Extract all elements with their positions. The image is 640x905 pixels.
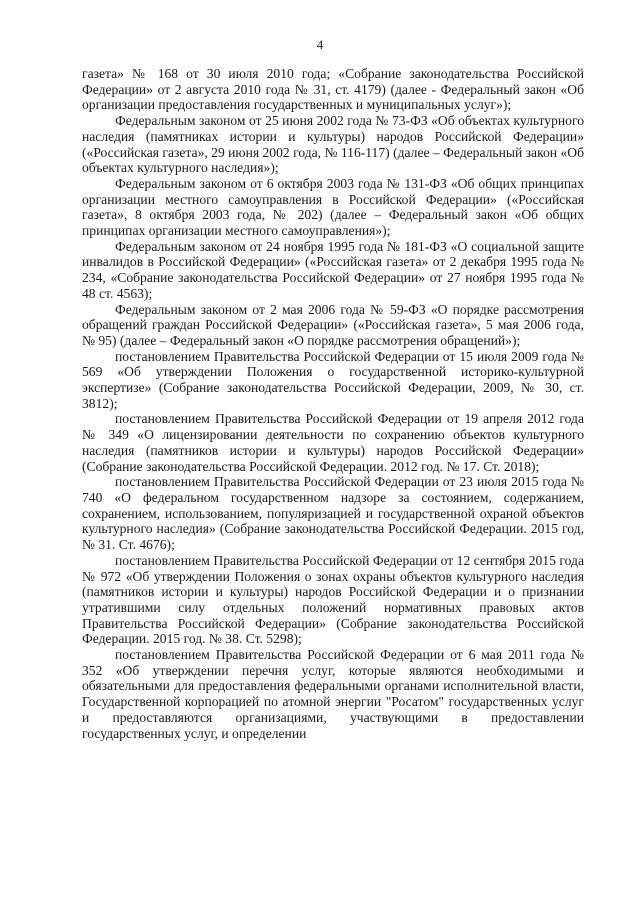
paragraph-resolution-352: постановлением Правительства Российской Федерации от 6 мая 2011 года № 352 «Об утверждении перечня услуг, которые являются необходимыми и обязательными для предоставления федеральными органами исполнительной власти, Государственной корпорацией по атомной энергии "Росатом" государственных услуг и предоставляются организациями, участвующими в предоставлении государственных услуг, и определении [82, 647, 584, 741]
paragraph-law-disabled-protection: Федеральным законом от 24 ноября 1995 года № 181-ФЗ «О социальной защите инвалидов в Российской Федерации» («Российская газета» от 2 декабря 1995 года № 234, «Собрание законодательства Российской Федерации» от 27 ноября 1995 года № 48 ст. 4563); [82, 238, 584, 301]
document-body [82, 66, 584, 741]
paragraph-law-citizen-appeals: Федеральным законом от 2 мая 2006 года № 59-ФЗ «О порядке рассмотрения обращений граждан Российской Федерации» («Российская газета», 5 мая 2006 года, № 95) (далее – Федеральный закон «О порядке рассмотрения обращений»); [82, 301, 584, 348]
paragraph-resolution-349: постановлением Правительства Российской Федерации от 19 апреля 2012 года № 349 «О лицензировании деятельности по сохранению объектов культурного наследия (памятников истории и культуры) народов Российской Федерации» (Собрание законодательства Российской Федерации. 2012 год. № 17. Ст. 2018); [82, 411, 584, 474]
paragraph-law-local-self-government: Федеральным законом от 6 октября 2003 года № 131-ФЗ «Об общих принципах организации местного самоуправления в Российской Федерации» («Российская газета», 8 октября 2003 года, № 202) (далее – Федеральный закон «Об общих принципах организации местного самоуправления»); [82, 175, 584, 239]
paragraph-resolution-972: постановлением Правительства Российской Федерации от 12 сентября 2015 года № 972 «Об утверждении Положения о зонах охраны объектов культурного наследия (памятников истории и культуры) народов Российской Федерации и о признании утратившими силу отдельных положений нормативных правовых актов Правительства Российской Федерации» (Собрание законодательства Российской Федерации. 2015 год. № 38. Ст. 5298); [82, 552, 584, 647]
paragraph-law-cultural-heritage: Федеральным законом от 25 июня 2002 года № 73-ФЗ «Об объектах культурного наследия (памятниках истории и культуры) народов Российской Федерации» («Российская газета», 29 июня 2002 года, № 116-117) (далее – Федеральный закон «Об объектах культурного наследия»); [82, 113, 584, 176]
page-number: 4 [316, 37, 324, 52]
paragraph-continuation: газета» № 168 от 30 июля 2010 года; «Собрание законодательства Российской Федерации» от 2 августа 2010 года № 31, ст. 4179) (далее - Федеральный закон «Об организации предоставления государственных и муниципальных услуг»); [82, 66, 584, 113]
paragraph-resolution-740: постановлением Правительства Российской Федерации от 23 июля 2015 года № 740 «О федеральном государственном надзоре за состоянием, содержанием, сохранением, использованием, популяризацией и государственной охраной объектов культурного наследия» (Собрание законодательства Российской Федерации. 2015 год, № 31. Ст. 4676); [82, 474, 584, 553]
paragraph-resolution-569: постановлением Правительства Российской Федерации от 15 июля 2009 года № 569 «Об утверждении Положения о государственной историко-культурной экспертизе» (Собрание законодательства Российской Федерации, 2009, № 30, ст. 3812); [82, 348, 584, 411]
